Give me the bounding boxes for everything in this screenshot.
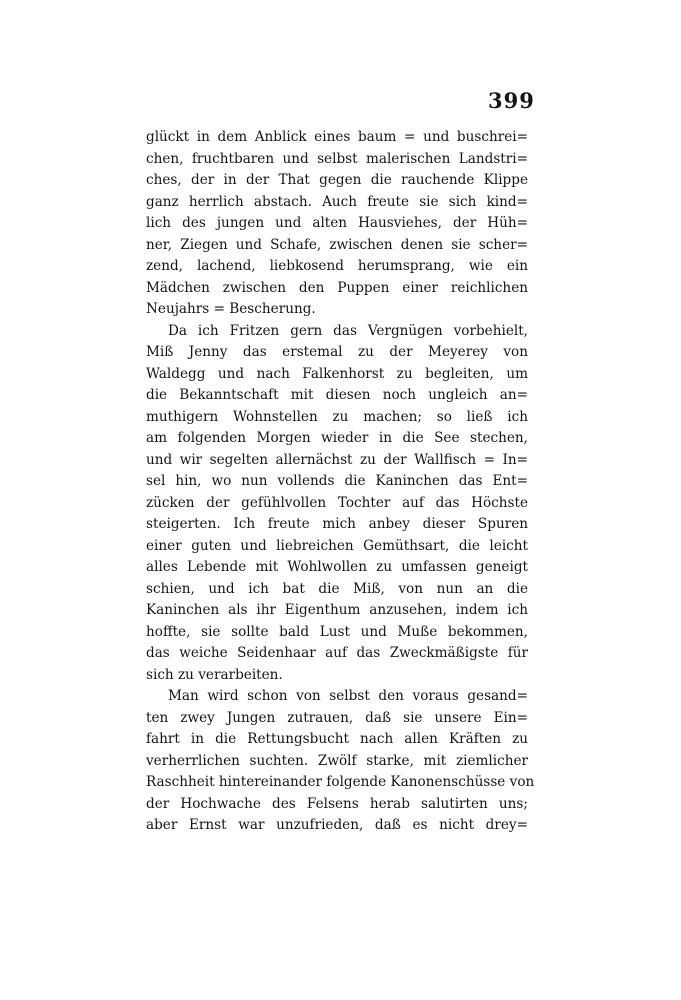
text-line: ner, Ziegen und Schafe, zwischen denen sie scher= xyxy=(146,236,528,253)
text-line: Raschheit hintereinander folgende Kanonenschüsse von xyxy=(146,774,535,790)
text-line: die Bekanntschaft mit diesen noch ungleich an= xyxy=(146,387,528,403)
text-line: ten zwey Jungen zutrauen, daß sie unsere Ein= xyxy=(146,709,528,726)
text-line: chen, fruchtbaren und selbst malerischen Landstri= xyxy=(146,150,528,167)
paragraph-1 xyxy=(146,127,528,321)
text-line: das weiche Seidenhaar auf das Zweckmäßigste für xyxy=(146,645,528,661)
paragraph-2 xyxy=(146,321,528,687)
text-line: aber Ernst war unzufrieden, daß es nicht drey= xyxy=(146,817,528,833)
text-line: ches, der in der That gegen die rauchende Klippe xyxy=(146,172,528,188)
text-line: Kaninchen als ihr Eigenthum anzusehen, indem ich xyxy=(146,602,528,618)
text-line: Waldegg und nach Falkenhorst zu begleiten, um xyxy=(146,365,528,382)
text-line: muthigern Wohnstellen zu machen; so ließ ich xyxy=(146,408,528,425)
text-line: alles Lebende mit Wohlwollen zu umfassen geneigt xyxy=(146,559,528,575)
text-line: der Hochwache des Felsens herab salutirten uns; xyxy=(146,795,528,812)
text-line: Man wird schon von selbst den voraus gesand= xyxy=(168,688,528,704)
text-line: am folgenden Morgen wieder in die See stechen, xyxy=(146,430,528,446)
text-line: einer guten und liebreichen Gemüthsart, die leicht xyxy=(146,537,528,554)
body-text xyxy=(146,127,535,837)
text-line: zend, lachend, liebkosend herumsprang, wie ein xyxy=(146,258,528,274)
text-line: schien, und ich bat die Miß, von nun an die xyxy=(146,580,528,597)
text-line: hoffte, sie sollte bald Lust und Muße bekommen, xyxy=(146,623,528,640)
text-line: verherrlichen suchten. Zwölf starke, mit ziemlicher xyxy=(146,752,528,769)
text-line: lich des jungen und alten Hausviehes, der Hüh= xyxy=(146,215,528,231)
paragraph-3 xyxy=(146,686,535,837)
page-number: 399 xyxy=(488,88,535,113)
text-line: fahrt in die Rettungsbucht nach allen Kräften zu xyxy=(146,731,528,747)
text-line: Mädchen zwischen den Puppen einer reichlichen xyxy=(146,279,528,296)
text-line: und wir segelten allernächst zu der Wallfisch = In= xyxy=(146,451,528,468)
text-line: steigerten. Ich freute mich anbey dieser Spuren xyxy=(146,516,528,532)
text-line: Da ich Fritzen gern das Vergnügen vorbehielt, xyxy=(168,322,528,339)
text-line: sich zu verarbeiten. xyxy=(146,666,283,683)
text-line: Neujahrs = Bescherung. xyxy=(146,301,316,317)
text-line: ganz herrlich abstach. Auch freute sie sich kind= xyxy=(146,193,528,210)
text-line: Miß Jenny das erstemal zu der Meyerey von xyxy=(146,344,528,360)
text-line: sel hin, wo nun vollends die Kaninchen das Ent= xyxy=(146,473,528,489)
text-line: zücken der gefühlvollen Tochter auf das Höchste xyxy=(146,494,528,511)
text-line: glückt in dem Anblick eines baum = und buschrei= xyxy=(146,129,528,145)
